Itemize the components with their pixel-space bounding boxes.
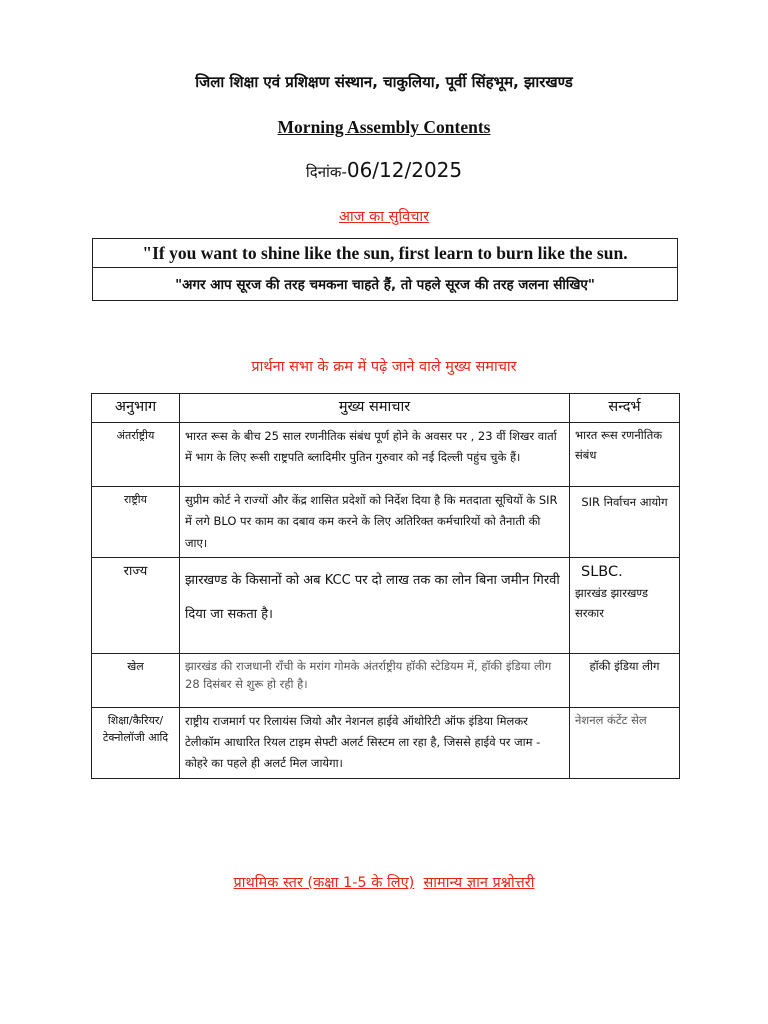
row-news: झारखण्ड के किसानों को अब KCC पर दो लाख तक का लोन बिना जमीन गिरवी दिया जा सकता है।	[180, 557, 570, 653]
table-row	[92, 557, 680, 653]
row-section: खेल	[92, 653, 180, 707]
row-section: शिक्षा/कैरियर/ टेक्नोलॉजी आदि	[92, 707, 180, 778]
row-reference	[570, 557, 680, 653]
table-header-row	[92, 394, 680, 423]
header-reference: सन्दर्भ	[570, 394, 680, 423]
reference-sub: झारखंड झारखण्ड सरकार	[575, 586, 648, 620]
header-section: अनुभाग	[92, 394, 180, 423]
primary-level-label: प्राथमिक स्तर (कक्षा 1-5 के लिए)	[233, 875, 415, 891]
row-news: राष्ट्रीय राजमार्ग पर रिलायंस जियो और नेशनल हाईवे ऑथोरिटी ऑफ इंडिया मिलकर टेलीकॉम आधारित रियल टाइम सेफ्टी अलर्ट सिस्टम ला रहा है, जिससे हाईवे पर जाम - कोहरे का पहले ही अलर्ट मिल जायेगा।	[180, 707, 570, 778]
reference-main: SLBC.	[581, 563, 623, 580]
thought-english: "If you want to shine like the sun, first learn to burn like the sun.	[93, 239, 678, 268]
table-row	[92, 707, 680, 778]
row-news: सुप्रीम कोर्ट ने राज्यों और केंद्र शासित प्रदेशों को निर्देश दिया है कि मतदाता सूचियों के SIR में लगे BLO पर काम का दबाव कम करने के लिए अतिरिक्त कर्मचारियों को तैनाती की जाए।	[180, 487, 570, 558]
date-line	[0, 158, 768, 182]
row-reference: हॉकी इंडिया लीग	[570, 653, 680, 707]
table-row	[92, 653, 680, 707]
date-value: 06/12/2025	[346, 158, 463, 182]
header-news: मुख्य समाचार	[180, 394, 570, 423]
thought-heading: आज का सुविचार	[338, 209, 430, 225]
table-row	[92, 487, 680, 558]
institution-title: जिला शिक्षा एवं प्रशिक्षण संस्थान, चाकुलिया, पूर्वी सिंहभूम, झारखण्ड	[195, 73, 573, 91]
date-label: दिनांक-	[305, 163, 347, 181]
row-news: झारखंड की राजधानी राँची के मरांग गोमके अंतर्राष्ट्रीय हॉकी स्टेडियम में, हॉकी इंडिया लीग 28 दिसंबर से शुरू हो रही है।	[180, 653, 570, 707]
general-knowledge-label: सामान्य ज्ञान प्रश्नोत्तरी	[423, 875, 535, 891]
row-section: राष्ट्रीय	[92, 487, 180, 558]
news-table	[91, 393, 680, 779]
row-news: भारत रूस के बीच 25 साल रणनीतिक संबंध पूर्ण होने के अवसर पर , 23 वीं शिखर वार्ता में भाग के लिए रूसी राष्ट्रपति ब्लादिमीर पुतिन गुरुवार को नई दिल्ली पहुंच चुके हैं।	[180, 423, 570, 487]
thought-table	[92, 238, 678, 301]
row-reference: भारत रूस रणनीतिक संबंध	[570, 423, 680, 487]
thought-hindi: "अगर आप सूरज की तरह चमकना चाहते हैं, तो पहले सूरज की तरह जलना सीखिए"	[93, 268, 678, 301]
row-reference: नेशनल कंटेंट सेल	[570, 707, 680, 778]
primary-quiz-heading	[0, 872, 768, 892]
row-section: राज्य	[92, 557, 180, 653]
table-row	[92, 423, 680, 487]
assembly-title: Morning Assembly Contents	[277, 117, 491, 137]
row-section: अंतर्राष्ट्रीय	[92, 423, 180, 487]
news-heading: प्रार्थना सभा के क्रम में पढ़े जाने वाले मुख्य समाचार	[251, 359, 517, 375]
row-reference: SIR निर्वाचन आयोग	[570, 487, 680, 558]
